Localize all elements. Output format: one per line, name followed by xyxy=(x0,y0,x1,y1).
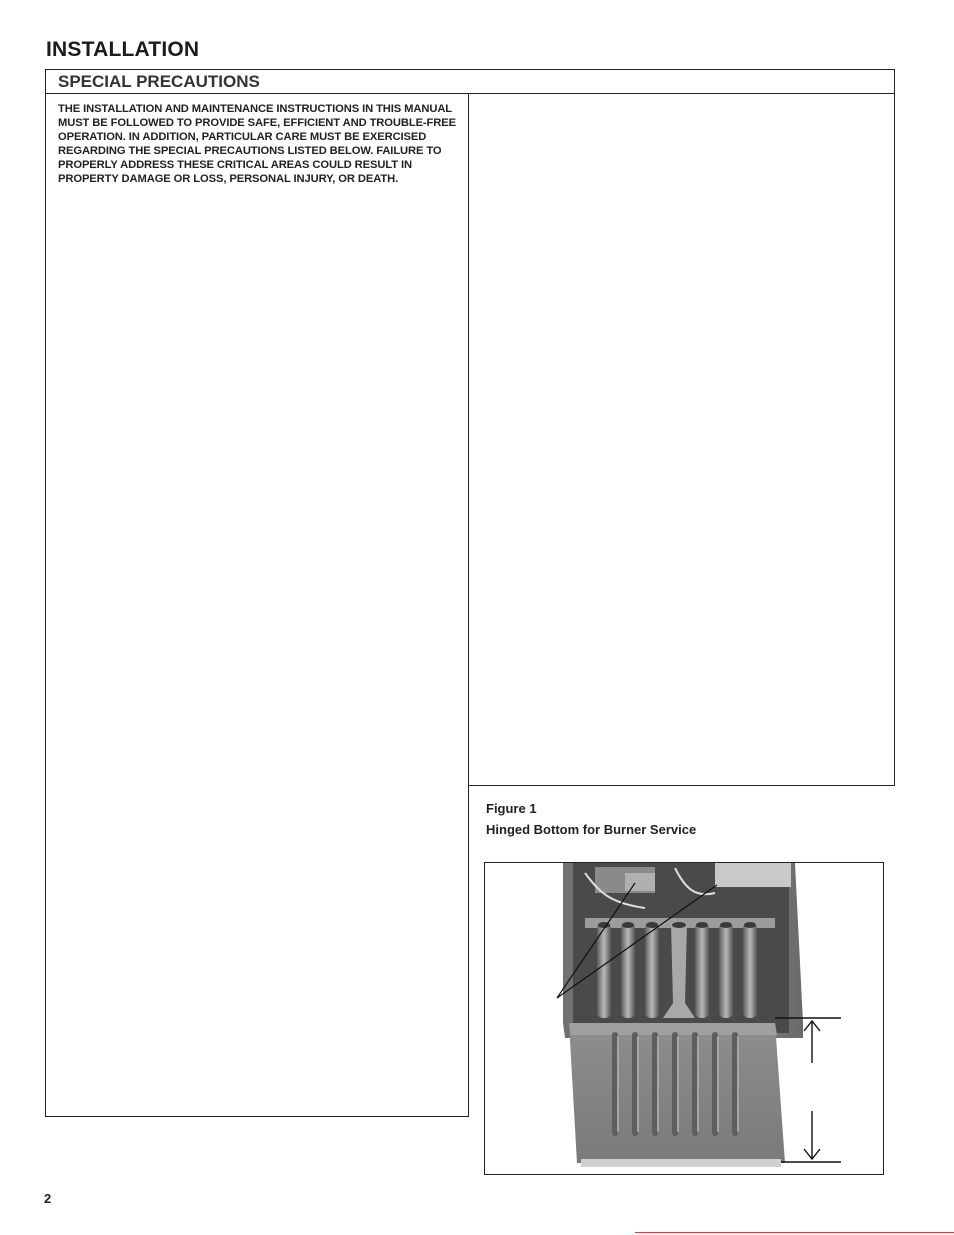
intro-paragraph: THE INSTALLATION AND MAINTENANCE INSTRUCTIONS IN THIS MANUAL MUST BE FOLLOWED TO PROVIDE SAFE, EFFICIENT AND TROUBLE-FREE OPERATION. IN ADDITION, PARTICULAR CARE MUST BE EXERCISED REGARDING THE SPECIAL PRECAUTIONS LISTED BELOW. FAILURE TO PROPERLY ADDRESS THESE CRITICAL AREAS COULD RESULT IN PROPERTY DAMAGE OR LOSS, PERSONAL INJURY, OR DEATH. xyxy=(58,103,456,185)
accent-rule xyxy=(635,1232,954,1233)
figure-number: Figure 1 xyxy=(486,801,537,816)
page-number: 2 xyxy=(44,1191,52,1206)
section-heading: SPECIAL PRECAUTIONS xyxy=(58,72,260,91)
right-column xyxy=(468,93,895,786)
burner-service-photo xyxy=(484,862,884,1175)
page-title: INSTALLATION xyxy=(46,38,200,61)
figure-caption: Hinged Bottom for Burner Service xyxy=(486,822,697,837)
left-column xyxy=(45,93,469,1117)
burner-illustration xyxy=(485,863,884,1175)
